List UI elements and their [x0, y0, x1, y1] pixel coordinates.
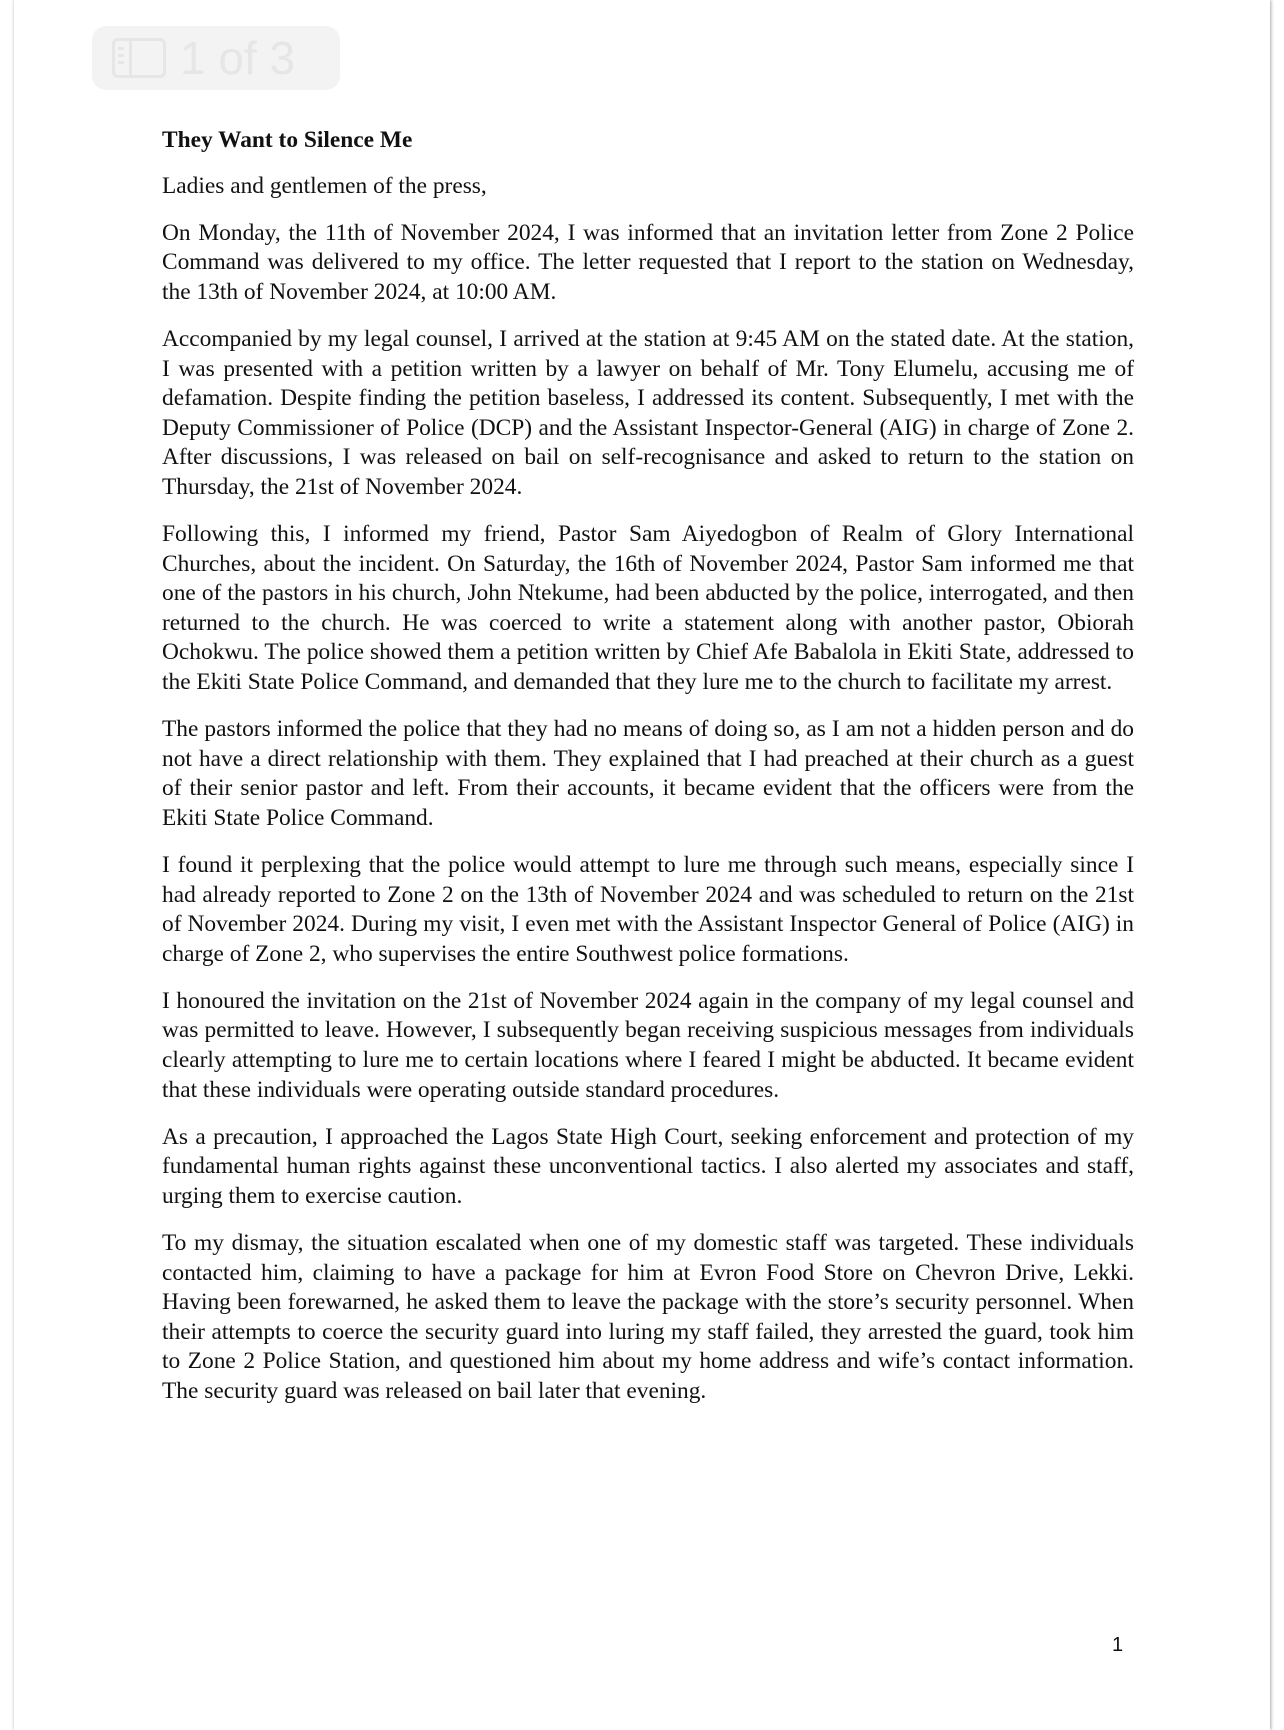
sidebar-icon	[112, 38, 166, 78]
paragraph: On Monday, the 11th of November 2024, I was informed that an invitation letter from Zone 2 Police Command was delivered to my office. The letter requested that I report to the station on Wednesday, the 13th of November 2024, at 10:00 AM.	[162, 219, 1134, 305]
paragraph: The pastors informed the police that they had no means of doing so, as I am not a hidden person and do not have a direct relationship with them. They explained that I had preached at their church as a guest of their senior pastor and left. From their accounts, it became evident that the officers were from the Ekiti State Police Command.	[162, 716, 1134, 831]
document-title: They Want to Silence Me	[162, 127, 413, 153]
document-body	[162, 126, 1134, 1424]
page-number: 1	[1112, 1634, 1124, 1656]
page-indicator[interactable]	[92, 26, 340, 90]
document-page	[14, 0, 1270, 1730]
paragraph: Accompanied by my legal counsel, I arrived at the station at 9:45 AM on the stated date. At the station, I was presented with a petition written by a lawyer on behalf of Mr. Tony Elumelu, accusing me of defamation. Despite finding the petition baseless, I addressed its content. Subsequently, I met with the Deputy Commissioner of Police (DCP) and the Assistant Inspector-General (AIG) in charge of Zone 2. After discussions, I was released on bail on self-recognisance and asked to return to the station on Thursday, the 21st of November 2024.	[162, 325, 1134, 500]
paragraph-salutation: Ladies and gentlemen of the press,	[162, 172, 487, 199]
paragraph: Following this, I informed my friend, Pastor Sam Aiyedogbon of Realm of Glory International Churches, about the incident. On Saturday, the 16th of November 2024, Pastor Sam informed me that one of the pastors in his church, John Ntekume, had been abducted by the police, interrogated, and then returned to the church. He was coerced to write a statement along with another pastor, Obiorah Ochokwu. The police showed them a petition written by Chief Afe Babalola in Ekiti State, addressed to the Ekiti State Police Command, and demanded that they lure me to the church to facilitate my arrest.	[162, 521, 1134, 695]
paragraph: As a precaution, I approached the Lagos State High Court, seeking enforcement and protection of my fundamental human rights against these unconventional tactics. I also alerted my associates and staff, urging them to exercise caution.	[162, 1123, 1134, 1209]
paragraph: I honoured the invitation on the 21st of November 2024 again in the company of my legal counsel and was permitted to leave. However, I subsequently began receiving suspicious messages from individuals clearly attempting to lure me to certain locations where I feared I might be abducted. It became evident that these individuals were operating outside standard procedures.	[162, 987, 1134, 1103]
page-indicator-label: 1 of 3	[180, 32, 296, 84]
paragraph: To my dismay, the situation escalated when one of my domestic staff was targeted. These individuals contacted him, claiming to have a package for him at Evron Food Store on Chevron Drive, Lekki. Having been forewarned, he asked them to leave the package with the store’s security personnel. When their attempts to coerce the security guard into luring my staff failed, they arrested the guard, took him to Zone 2 Police Station, and questioned him about my home address and wife’s contact information. The security guard was released on bail later that evening.	[162, 1230, 1134, 1404]
paragraph: I found it perplexing that the police would attempt to lure me through such means, especially since I had already reported to Zone 2 on the 13th of November 2024 and was scheduled to return on the 21st of November 2024. During my visit, I even met with the Assistant Inspector General of Police (AIG) in charge of Zone 2, who supervises the entire Southwest police formations.	[162, 851, 1134, 967]
